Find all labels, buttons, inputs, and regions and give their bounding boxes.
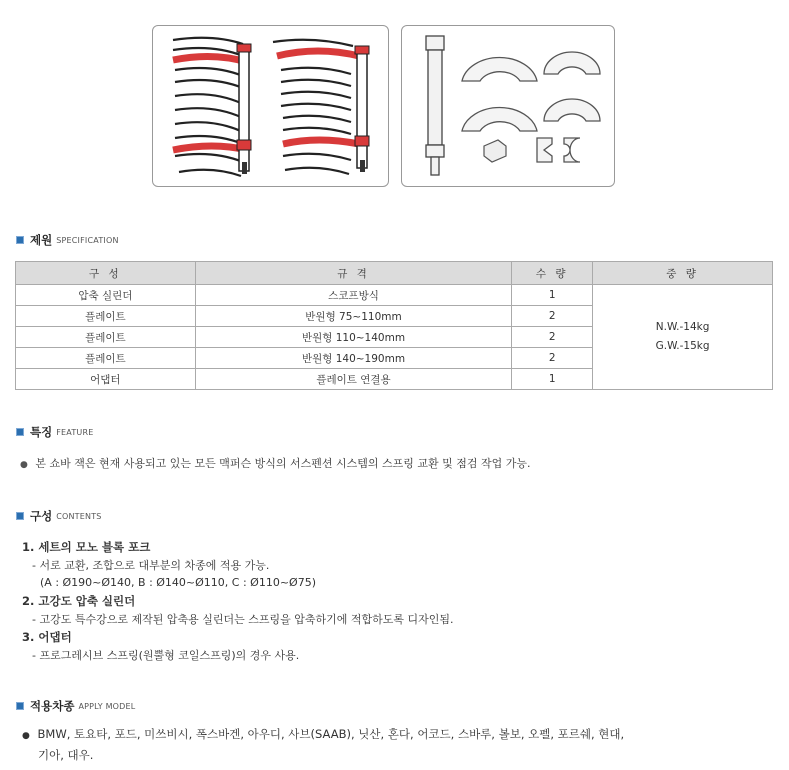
feature-section-title: [16, 424, 93, 440]
spec-cell-standard: 반원형 140~190mm: [195, 348, 512, 369]
spec-cell-component: 어댑터: [16, 369, 196, 390]
bullet-square-icon: [16, 702, 24, 710]
spec-cell-qty: 2: [512, 306, 593, 327]
spec-cell-qty: 1: [512, 285, 593, 306]
contents-item-desc: - 서로 교환, 조합으로 대부분의 차종에 적용 가능.: [32, 559, 270, 572]
apply-model-line: [22, 725, 624, 746]
spec-cell-component: 플레이트: [16, 306, 196, 327]
spec-header-weight: 중 량: [593, 262, 773, 285]
spec-cell-component: 플레이트: [16, 348, 196, 369]
spec-cell-component: 압축 실린더: [16, 285, 196, 306]
contents-item-title: 1. 세트의 모노 블록 포크: [22, 540, 151, 554]
spec-cell-qty: 2: [512, 327, 593, 348]
spec-header-qty: 수 량: [512, 262, 593, 285]
product-photo-springs: [152, 25, 389, 187]
apply-title-text: 적용차종: [30, 699, 75, 713]
weight-gross: G.W.-15kg: [655, 340, 710, 352]
apply-subtitle-text: APPLY MODEL: [78, 701, 136, 711]
feature-subtitle-text: FEATURE: [56, 427, 94, 437]
contents-item-desc: - 고강도 특수강으로 제작된 압축용 실린더는 스프링을 압축하기에 적합하도록 디자인됨.: [32, 613, 454, 626]
spec-cell-standard: 반원형 75~110mm: [195, 306, 512, 327]
spec-cell-component: 플레이트: [16, 327, 196, 348]
feature-text: 본 쇼바 잭은 현재 사용되고 있는 모든 맥퍼슨 방식의 서스펜션 시스템의 스프링 교환 및 점검 작업 가능.: [35, 457, 531, 470]
spec-title-text: 제원: [30, 233, 53, 247]
spec-cell-standard: 플레이트 연결용: [195, 369, 512, 390]
apply-section-title: [16, 698, 135, 714]
feature-text-line: [20, 455, 530, 471]
bullet-dot-icon: ●: [20, 460, 28, 470]
spec-cell-qty: 1: [512, 369, 593, 390]
table-row: [16, 285, 773, 306]
bullet-square-icon: [16, 236, 24, 244]
product-photo-parts: [401, 25, 615, 187]
apply-model-list: [22, 725, 624, 765]
spec-section-title: [16, 232, 119, 248]
contents-subtitle-text: CONTENTS: [56, 511, 102, 521]
contents-item-title: 3. 어댑터: [22, 630, 72, 644]
contents-item-desc-sizes: (A : Ø190~Ø140, B : Ø140~Ø110, C : Ø110~Ø75): [40, 576, 316, 589]
contents-item-title: 2. 고강도 압축 실린더: [22, 594, 136, 608]
spec-table: [15, 261, 773, 390]
contents-item-desc: - 프로그레시브 스프링(원뿔형 코일스프링)의 경우 사용.: [32, 649, 300, 662]
apply-model-text-1: BMW, 토요타, 포드, 미쓰비시, 폭스바겐, 아우디, 사브(SAAB), 닛산, 혼다, 어코드, 스바루, 볼보, 오펠, 포르쉐, 현대,: [37, 727, 625, 741]
feature-title-text: 특징: [30, 425, 53, 439]
bullet-square-icon: [16, 428, 24, 436]
contents-list: [22, 538, 453, 664]
contents-section-title: [16, 508, 102, 524]
spec-table-header-row: [16, 262, 773, 285]
spec-header-standard: 규 격: [195, 262, 512, 285]
bullet-square-icon: [16, 512, 24, 520]
bullet-dot-icon: ●: [22, 731, 30, 741]
spec-cell-standard: 스코프방식: [195, 285, 512, 306]
spec-cell-standard: 반원형 110~140mm: [195, 327, 512, 348]
weight-net: N.W.-14kg: [655, 321, 710, 333]
spec-cell-qty: 2: [512, 348, 593, 369]
apply-model-text-2: 기아, 대우.: [38, 748, 94, 762]
contents-title-text: 구성: [30, 509, 53, 523]
spec-header-component: 구 성: [16, 262, 196, 285]
parts-illustration: [402, 26, 614, 186]
spec-cell-weight: [593, 285, 773, 390]
spring-compressor-illustration: [153, 26, 388, 186]
spec-subtitle-text: SPECIFICATION: [56, 235, 119, 245]
